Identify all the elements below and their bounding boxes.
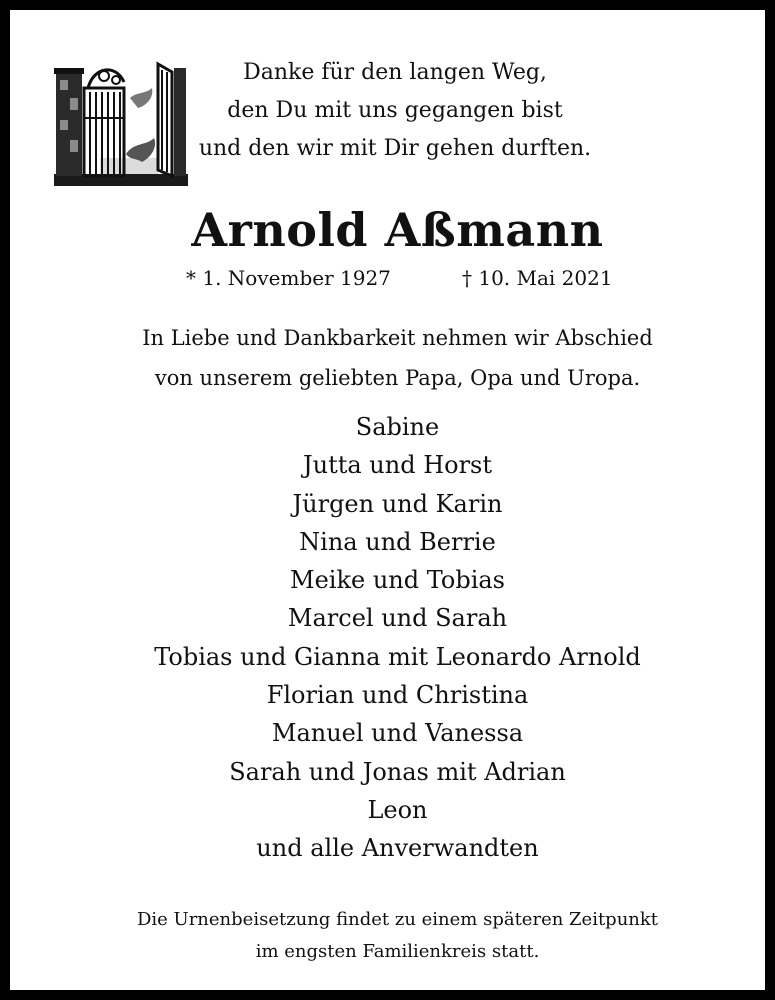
open-garden-gate-icon [54, 58, 188, 186]
farewell-text [10, 318, 775, 398]
mourner-entry: Leon [367, 795, 428, 824]
mourner-entry: Nina und Berrie [299, 527, 496, 556]
farewell-line: In Liebe und Dankbarkeit nehmen wir Abschied [142, 326, 653, 350]
motto-line: und den wir mit Dir gehen durften. [198, 136, 592, 161]
birth-date: * 1. November 1927 [186, 266, 391, 290]
life-dates [10, 266, 775, 296]
burial-notice [10, 904, 775, 968]
mourner-entry: Sabine [355, 413, 440, 441]
motto-line: Danke für den langen Weg, [243, 60, 547, 85]
mourner-entry: Sarah und Jonas mit Adrian [229, 757, 566, 786]
mourners-list [10, 408, 775, 868]
death-date: † 10. Mai 2021 [462, 266, 613, 290]
mourner-entry: Manuel und Vanessa [271, 719, 524, 748]
mourner-entry: Jutta und Horst [302, 451, 493, 480]
mourner-entry: und alle Anverwandten [256, 834, 539, 863]
motto-line: den Du mit uns gegangen bist [227, 98, 563, 123]
mourner-entry: Marcel und Sarah [287, 604, 508, 633]
mourner-entry: Meike und Tobias [290, 566, 505, 595]
mourner-entry: Tobias und Gianna mit Leonardo Arnold [154, 642, 641, 671]
mourner-entry: Jürgen und Karin [292, 489, 503, 518]
notice-line: Die Urnenbeisetzung findet zu einem späteren Zeitpunkt [136, 909, 659, 930]
deceased-name: Arnold Aßmann [191, 203, 604, 257]
mourner-entry: Florian und Christina [266, 681, 529, 710]
motto-verse [190, 54, 600, 168]
notice-line: im engsten Familienkreis statt. [255, 941, 540, 962]
farewell-line: von unserem geliebten Papa, Opa und Uropa. [154, 366, 641, 390]
